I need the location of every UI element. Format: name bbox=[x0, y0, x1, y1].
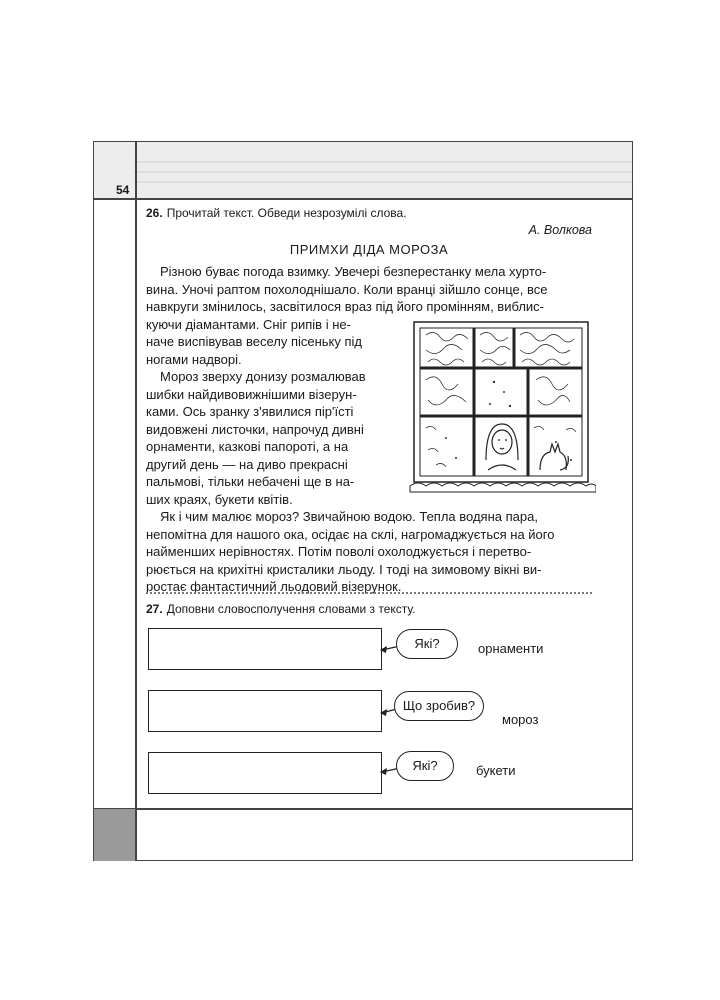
author: А. Волкова bbox=[528, 223, 592, 237]
text-line: ногами надворі. bbox=[146, 351, 242, 367]
phrase-word-2: мороз bbox=[502, 712, 539, 727]
text-line: видовжені листочки, напрочуд дивні bbox=[146, 421, 364, 437]
header-band bbox=[94, 142, 632, 198]
section-divider bbox=[146, 592, 592, 594]
phrase-word-1: орнаменти bbox=[478, 641, 544, 656]
text-line: Різною буває погода взимку. Увечері безперестанку мела хурто- bbox=[160, 264, 547, 279]
text-line: Мороз зверху донизу розмалював bbox=[160, 369, 366, 384]
question-bubble-3: Які? bbox=[396, 751, 454, 781]
footer-grey-tab bbox=[94, 809, 135, 861]
text-line: вина. Уночі раптом похолоднішало. Коли вранці зійшло сонце, все bbox=[146, 281, 548, 297]
story-title: ПРИМХИ ДІДА МОРОЗА bbox=[289, 242, 449, 257]
text-line: навкруги змінилось, засвітилося враз під його промінням, виблис- bbox=[146, 299, 544, 314]
frosty-window-illustration bbox=[406, 320, 596, 498]
phrase-word-3: букети bbox=[476, 763, 516, 778]
task-26-instruction-line bbox=[146, 206, 592, 220]
text-line: другий день — на диво прекрасні bbox=[146, 456, 348, 472]
paragraph-1-cont bbox=[146, 316, 386, 369]
question-bubble-1: Які? bbox=[396, 629, 458, 659]
paragraph-1 bbox=[146, 263, 592, 316]
task-27-instruction-line bbox=[146, 602, 416, 616]
task-27-instruction: Доповни словосполучення словами з тексту. bbox=[166, 602, 416, 616]
task-26-instruction: Прочитай текст. Обведи незрозумілі слова. bbox=[166, 206, 407, 220]
page-number: 54 bbox=[116, 183, 130, 197]
text-line: наче виспівував веселу пісеньку під bbox=[146, 334, 363, 349]
footer-rule bbox=[94, 808, 632, 810]
paragraph-2 bbox=[146, 368, 386, 508]
answer-field-3[interactable] bbox=[148, 752, 382, 794]
paragraph-3 bbox=[146, 508, 592, 596]
task-27-number: 27. bbox=[146, 602, 163, 616]
task-26 bbox=[146, 198, 592, 596]
text-line: шибки найдивовижнішими візерун- bbox=[146, 386, 357, 402]
text-line: найменших нерівностях. Потім поволі охолоджується і перетво- bbox=[146, 544, 532, 559]
question-bubble-2: Що зробив? bbox=[394, 691, 484, 721]
task-26-number: 26. bbox=[146, 206, 163, 220]
text-line: ками. Ось зранку з'явилися пір'їсті bbox=[146, 404, 354, 419]
header-decoration bbox=[134, 150, 634, 190]
text-line: Як і чим малює мороз? Звичайною водою. Тепла водяна пара, bbox=[160, 509, 538, 524]
text-line: пальмові, тільки небачені ще в на- bbox=[146, 474, 355, 489]
text-line: рюється на крихітні кристалики льоду. І тоді на зимовому вікні ви- bbox=[146, 561, 542, 577]
text-line: непомітна для нашого ока, осідає на склі, нагромаджується на його bbox=[146, 526, 555, 542]
text-line: ших краях, букети квітів. bbox=[146, 491, 293, 507]
answer-field-2[interactable] bbox=[148, 690, 382, 732]
text-line: ростає фантастичний льодовий візерунок. bbox=[146, 579, 402, 594]
text-line: куючи діамантами. Сніг рипів і не- bbox=[146, 316, 351, 332]
answer-field-1[interactable] bbox=[148, 628, 382, 670]
margin-divider bbox=[135, 142, 137, 860]
text-line: орнаменти, казкові папороті, а на bbox=[146, 439, 349, 454]
